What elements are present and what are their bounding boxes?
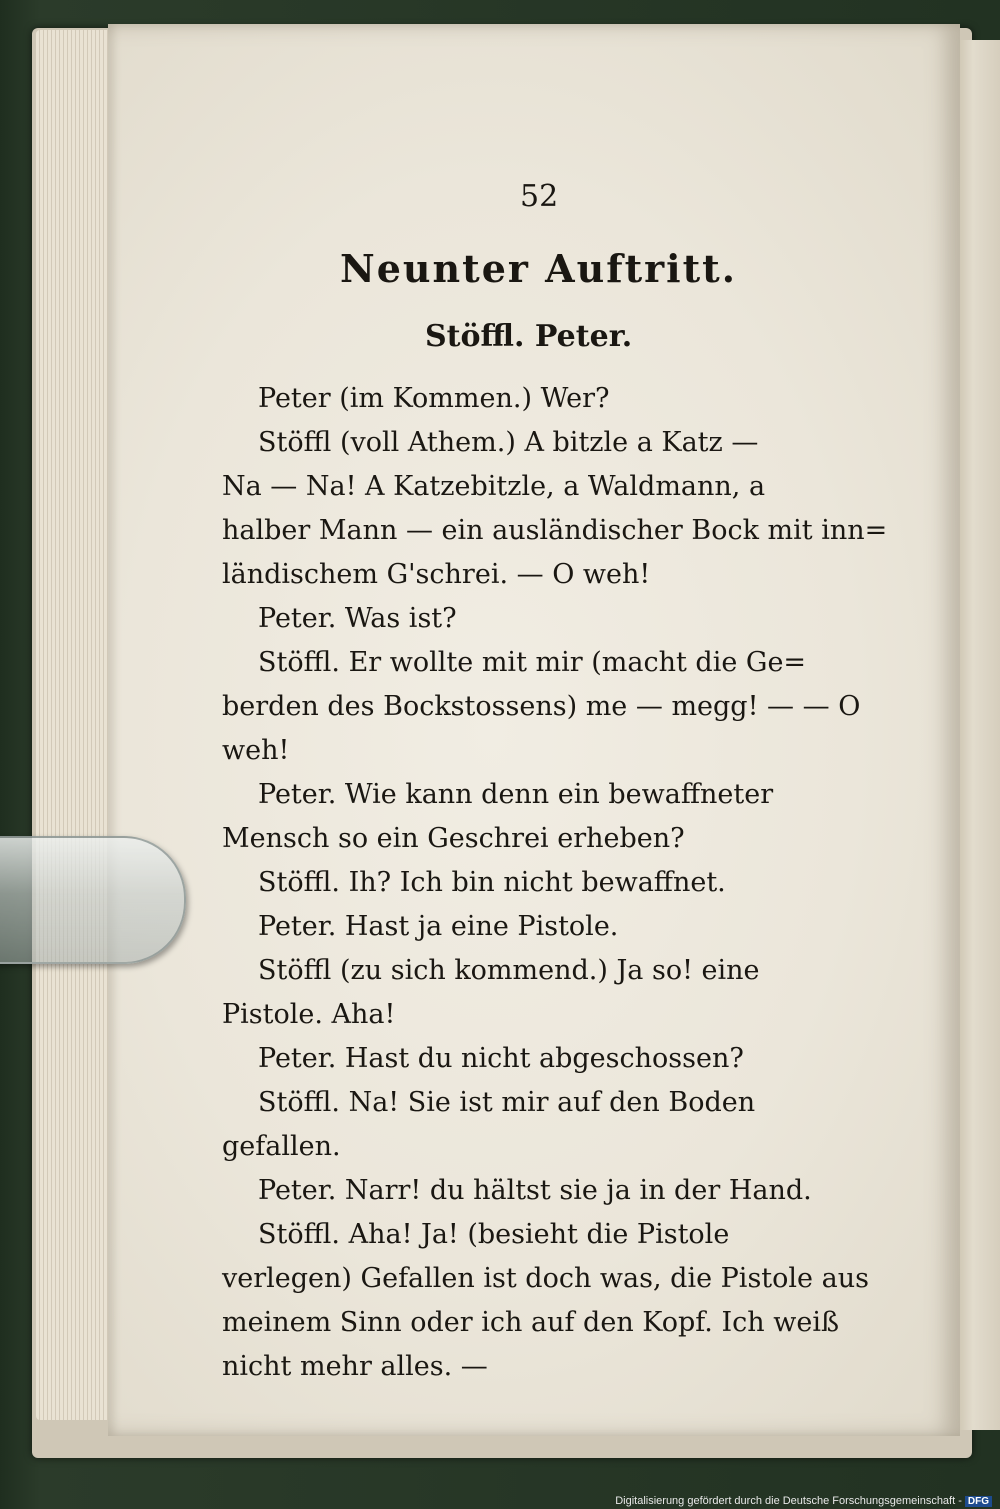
page-edges bbox=[36, 30, 116, 1420]
credit-text: Digitalisierung gefördert durch die Deutsche Forschungsgemeinschaft - bbox=[615, 1495, 962, 1507]
text-line: meinem Sinn oder ich auf den Kopf. Ich weiß bbox=[222, 1307, 839, 1338]
text-line: Stöffl. Aha! Ja! (besieht die Pistole bbox=[258, 1219, 730, 1250]
text-line: Na — Na! A Katzebitzle, a Waldmann, a bbox=[222, 471, 766, 502]
text-line: berden des Bockstossens) me — megg! — — O bbox=[222, 691, 861, 722]
scene-characters: Stöffl. Peter. bbox=[425, 319, 633, 354]
text-line: Pistole. Aha! bbox=[222, 999, 396, 1030]
text-line: Peter (im Kommen.) Wer? bbox=[258, 383, 610, 414]
text-line: Peter. Hast du nicht abgeschossen? bbox=[258, 1043, 744, 1074]
text-line: Stöffl. Na! Sie ist mir auf den Boden bbox=[258, 1087, 756, 1118]
text-line: verlegen) Gefallen ist doch was, die Pistole aus bbox=[222, 1263, 869, 1294]
text-line: Mensch so ein Geschrei erheben? bbox=[222, 823, 685, 854]
text-line: gefallen. bbox=[222, 1131, 341, 1162]
text-line: Peter. Narr! du hältst sie ja in der Hand. bbox=[258, 1175, 812, 1206]
text-line: Stöffl (zu sich kommend.) Ja so! eine bbox=[258, 955, 760, 986]
text-line: Stöffl. Er wollte mit mir (macht die Ge= bbox=[258, 647, 807, 678]
text-line: Peter. Wie kann denn ein bewaffneter bbox=[258, 779, 774, 810]
text-line: Stöffl (voll Athem.) A bitzle a Katz — bbox=[258, 427, 759, 458]
text-line: Peter. Hast ja eine Pistole. bbox=[258, 911, 619, 942]
text-line: ländischem G'schrei. — O weh! bbox=[222, 559, 651, 590]
facing-page-edge bbox=[955, 40, 1000, 1430]
scene-title: Neunter Auftritt. bbox=[340, 246, 737, 291]
digitization-credit bbox=[615, 1495, 992, 1507]
text-line: halber Mann — ein ausländischer Bock mit inn= bbox=[222, 515, 888, 546]
dfg-logo: DFG bbox=[965, 1496, 992, 1507]
page-number: 52 bbox=[520, 179, 559, 214]
text-line: weh! bbox=[222, 735, 290, 766]
text-line: Peter. Was ist? bbox=[258, 603, 457, 634]
text-line: nicht mehr alles. — bbox=[222, 1351, 488, 1382]
text-line: Stöffl. Ih? Ich bin nicht bewaffnet. bbox=[258, 867, 726, 898]
page-clip bbox=[0, 836, 186, 964]
